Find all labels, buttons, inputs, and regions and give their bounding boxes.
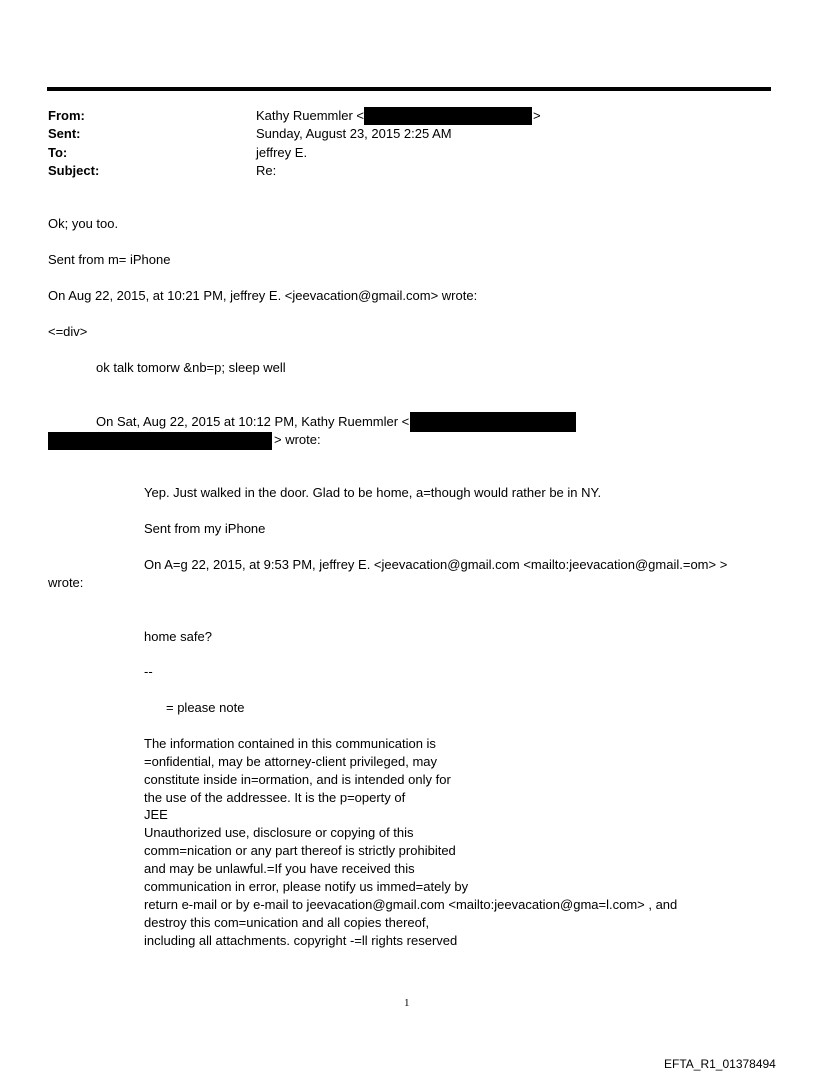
body-line: On A=g 22, 2015, at 9:53 PM, jeffrey E. <jeevacation@gmail.com <mailto:jeevacation@gmail.=om> > bbox=[144, 557, 728, 572]
disclaimer-line: comm=nication or any part thereof is strictly prohibited bbox=[144, 843, 456, 858]
disclaimer-line: return e-mail or by e-mail to jeevacation@gmail.com <mailto:jeevacation@gma=l.com> , and bbox=[144, 897, 678, 912]
body-line: = please note bbox=[166, 700, 245, 715]
body-line: Yep. Just walked in the door. Glad to be home, a=though would rather be in NY. bbox=[144, 485, 602, 500]
body-line: Sent from my iPhone bbox=[144, 521, 266, 536]
disclaimer-line: =onfidential, may be attorney-client privileged, may bbox=[144, 754, 438, 769]
from-close: > bbox=[533, 108, 541, 123]
body-line: On Sat, Aug 22, 2015 at 10:12 PM, Kathy Ruemmler < bbox=[96, 414, 410, 429]
header-rule bbox=[47, 87, 771, 91]
disclaimer-line: constitute inside in=ormation, and is intended only for bbox=[144, 772, 451, 787]
to-label: To: bbox=[48, 145, 68, 160]
disclaimer-line: the use of the addressee. It is the p=operty of bbox=[144, 790, 406, 805]
body-line: On Aug 22, 2015, at 10:21 PM, jeffrey E. <jeevacation@gmail.com> wrote: bbox=[48, 288, 478, 303]
redaction-bar bbox=[48, 432, 272, 450]
subject-value: Re: bbox=[256, 163, 277, 178]
disclaimer-line: destroy this com=unication and all copies thereof, bbox=[144, 915, 430, 930]
disclaimer-line: and may be unlawful.=If you have received this bbox=[144, 861, 415, 876]
redaction-bar bbox=[364, 107, 532, 125]
from-value: Kathy Ruemmler < bbox=[256, 108, 365, 123]
document-id: EFTA_R1_01378494 bbox=[664, 1057, 776, 1071]
disclaimer-line: The information contained in this communication is bbox=[144, 736, 436, 751]
page-number: 1 bbox=[404, 997, 410, 1009]
body-line: Sent from m= iPhone bbox=[48, 252, 171, 267]
body-line: wrote: bbox=[48, 575, 84, 590]
disclaimer-line: JEE bbox=[144, 807, 168, 822]
body-line: > wrote: bbox=[274, 432, 321, 447]
body-line: -- bbox=[144, 664, 153, 679]
from-label: From: bbox=[48, 108, 85, 123]
body-line: ok talk tomorw &nb=p; sleep well bbox=[96, 360, 286, 375]
body-line: Ok; you too. bbox=[48, 216, 119, 231]
disclaimer-line: including all attachments. copyright -=ll rights reserved bbox=[144, 933, 458, 948]
to-value: jeffrey E. bbox=[256, 145, 308, 160]
sent-value: Sunday, August 23, 2015 2:25 AM bbox=[256, 126, 452, 141]
subject-label: Subject: bbox=[48, 163, 100, 178]
sent-label: Sent: bbox=[48, 126, 81, 141]
redaction-bar bbox=[410, 412, 576, 432]
disclaimer-line: Unauthorized use, disclosure or copying of this bbox=[144, 825, 414, 840]
body-line: <=div> bbox=[48, 324, 88, 339]
disclaimer-line: communication in error, please notify us immed=ately by bbox=[144, 879, 469, 894]
body-line: home safe? bbox=[144, 629, 212, 644]
